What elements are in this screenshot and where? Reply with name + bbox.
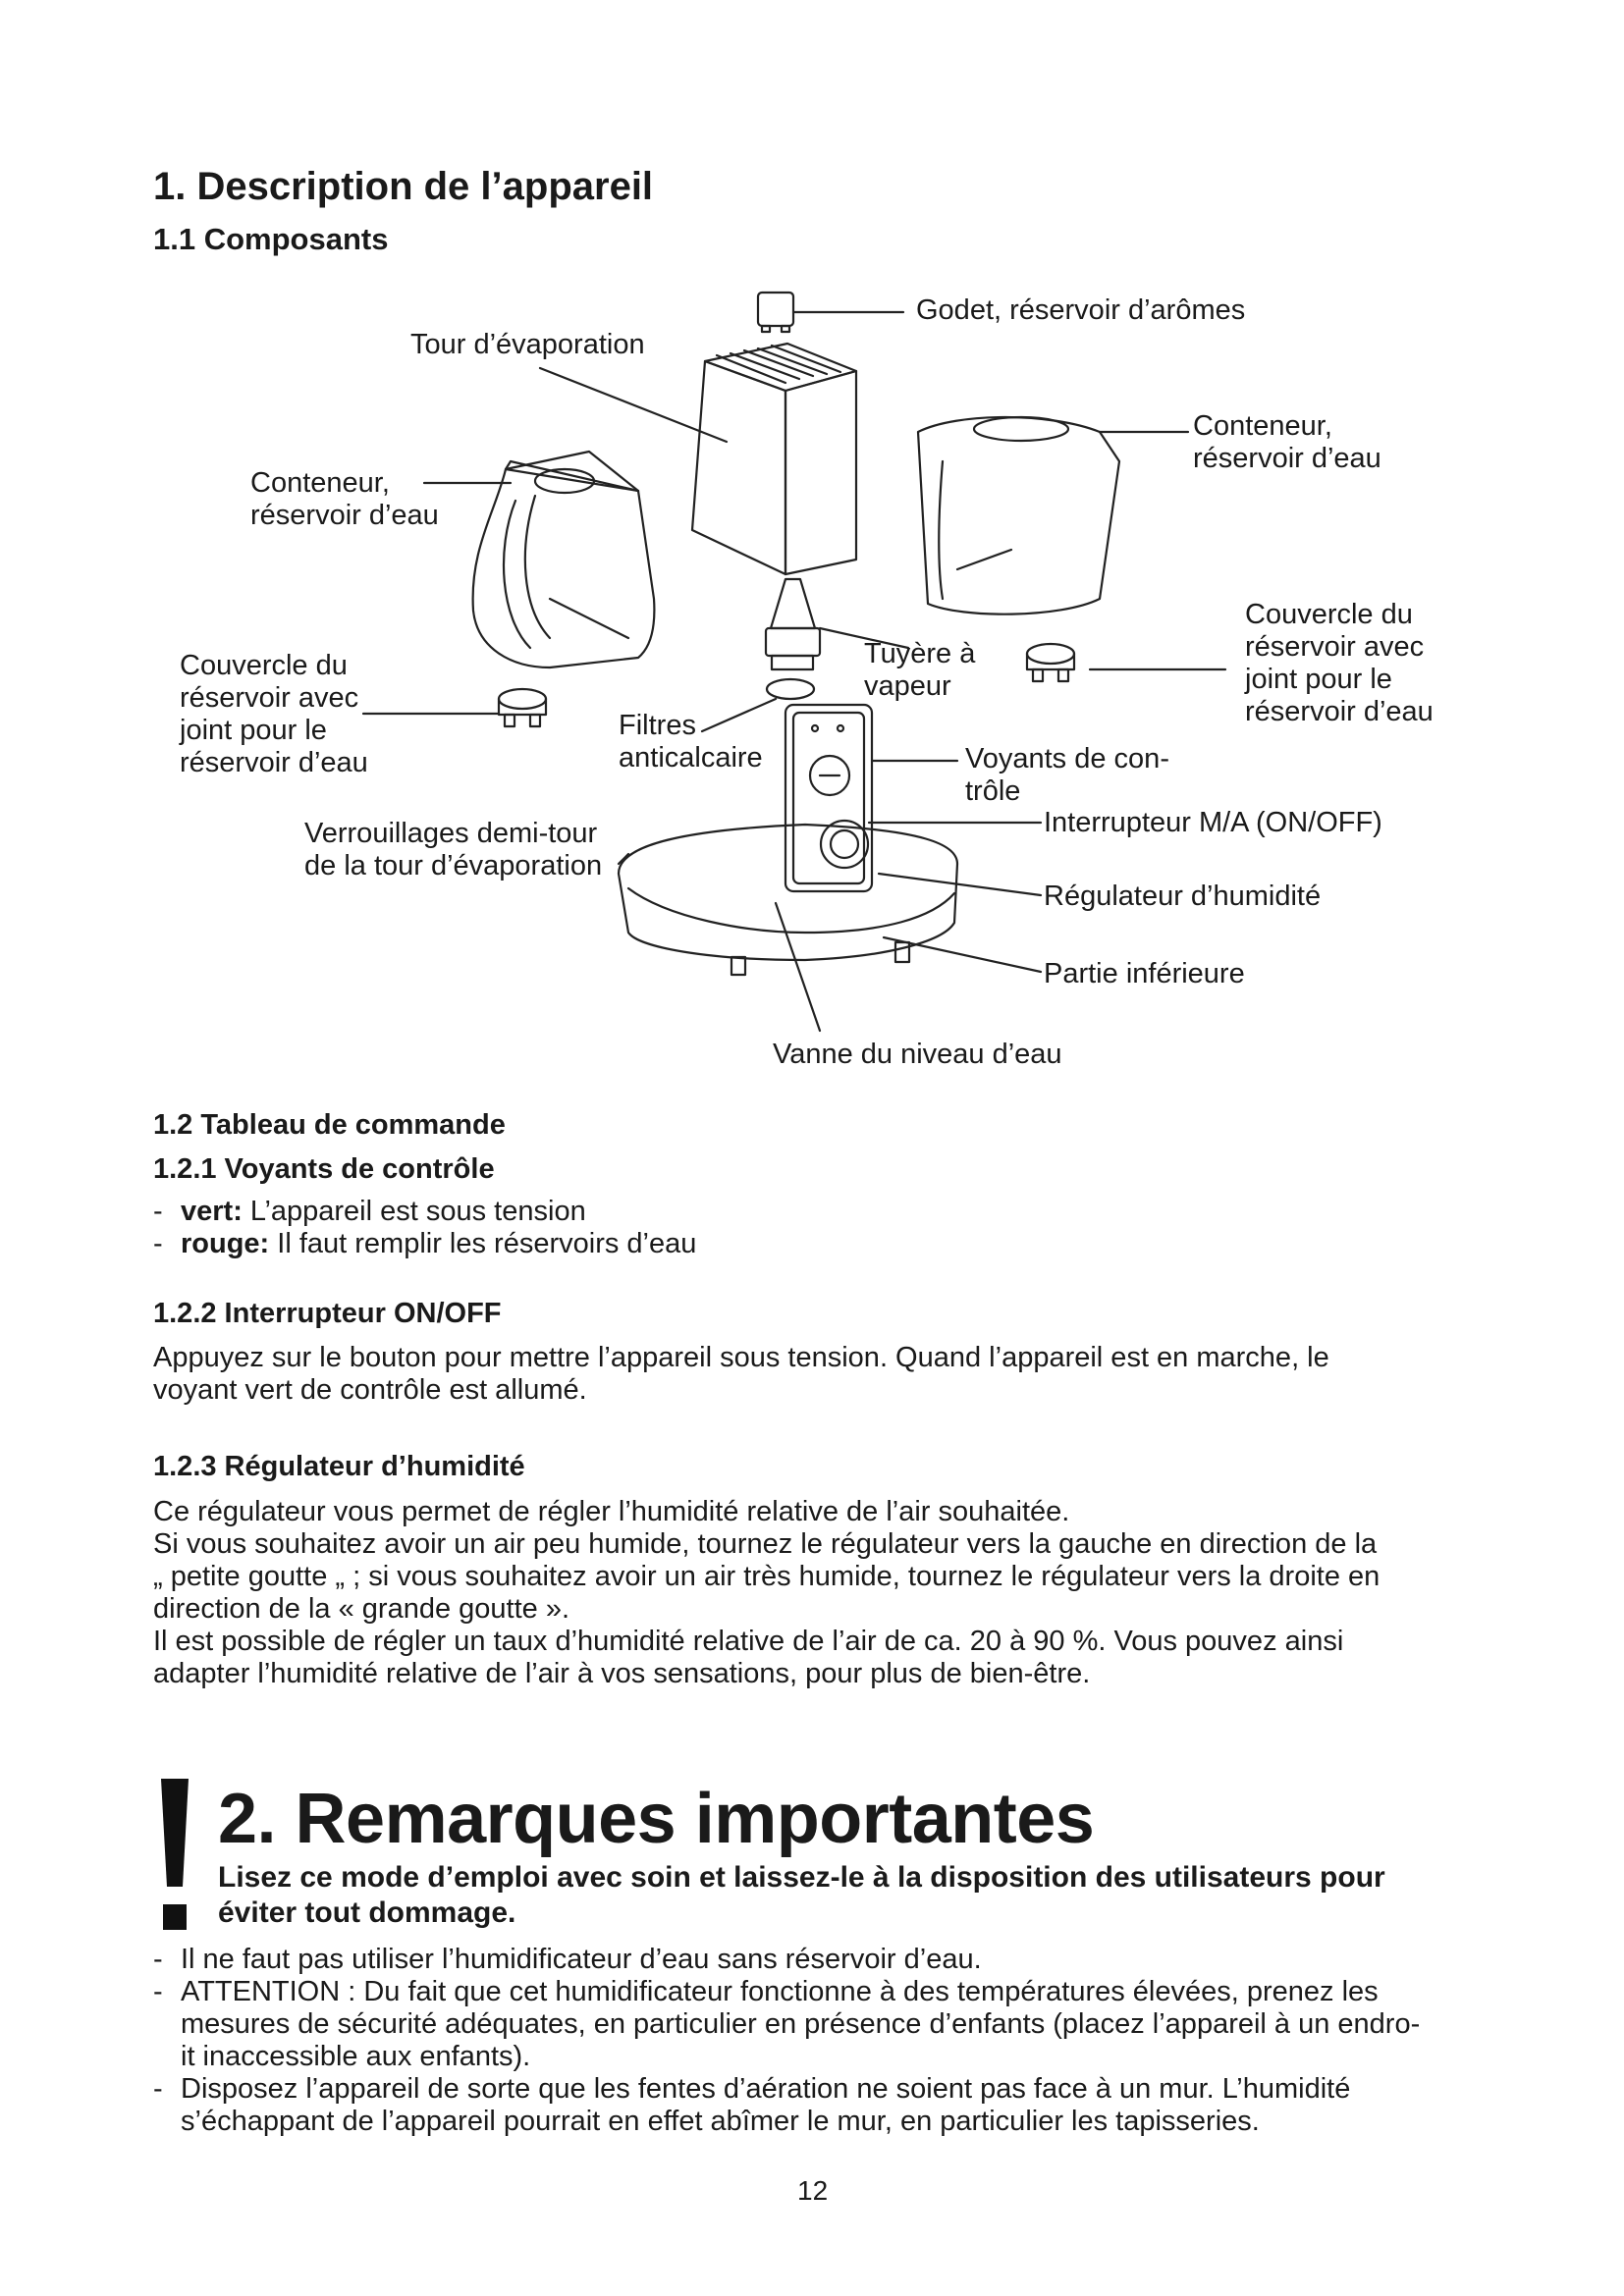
voyant-text: Il faut remplir les réservoirs d’eau <box>269 1228 697 1259</box>
label-interrupteur: Interrupteur M/A (ON/OFF) <box>1044 807 1382 838</box>
voyant-text: L’appareil est sous tension <box>242 1196 586 1227</box>
list-item <box>153 2073 1528 2138</box>
list-line: - Il ne faut pas utiliser l’humidificateur d’eau sans réservoir d’eau. <box>181 1944 982 1975</box>
label-couvercle-left <box>180 650 368 779</box>
label-line: de la tour d’évaporation <box>304 850 603 881</box>
section-1-2-1-title: 1.2.1 Voyants de contrôle <box>153 1153 495 1185</box>
label-line: réservoir d’eau <box>1193 443 1381 474</box>
label-tour-evaporation: Tour d’évaporation <box>410 329 645 360</box>
page-number: 12 <box>797 2175 829 2206</box>
list-item <box>153 1976 1528 2073</box>
list-line: mesures de sécurité adéquates, en particulier en présence d’enfants (placez l’appareil à un endro- <box>181 2008 1421 2040</box>
label-line: Filtres <box>619 710 696 741</box>
label-line: joint pour le <box>1245 664 1392 695</box>
warning-text <box>218 1860 1524 1931</box>
evaporation-tower-icon <box>540 344 856 574</box>
label-line: anticalcaire <box>619 742 763 774</box>
label-line: réservoir avec <box>1245 631 1425 663</box>
interrupteur-paragraph <box>153 1342 1508 1407</box>
list-item <box>153 1944 1528 1976</box>
label-line: Voyants de con- <box>965 743 1169 774</box>
label-line: Conteneur, <box>1193 410 1332 442</box>
paragraph-line: „ petite goutte „ ; si vous souhaitez avoir un air très humide, tournez le régulateur vers la droite en <box>153 1561 1380 1592</box>
regulateur-paragraph <box>153 1496 1528 1690</box>
warning-line: Lisez ce mode d’emploi avec soin et laissez-le à la disposition des utilisateurs pour <box>218 1861 1385 1894</box>
paragraph-line: Si vous souhaitez avoir un air peu humide, tournez le régulateur vers la gauche en direction de la <box>153 1528 1378 1560</box>
list-line: s’échappant de l’appareil pourrait en effet abîmer le mur, en particulier les tapisseries. <box>181 2106 1260 2137</box>
voyant-key: vert: <box>181 1196 243 1227</box>
label-conteneur-right <box>1193 410 1381 475</box>
paragraph-line: voyant vert de contrôle est allumé. <box>153 1374 587 1406</box>
label-line: réservoir d’eau <box>250 500 439 531</box>
label-line: joint pour le <box>180 715 327 746</box>
label-line: Couvercle du <box>180 650 348 681</box>
right-water-tank-icon <box>918 417 1188 614</box>
list-item <box>153 1228 1479 1260</box>
label-tuyere <box>864 638 975 703</box>
section-1-2-3-title: 1.2.3 Régulateur d’humidité <box>153 1451 525 1482</box>
label-line: Tuyère à <box>864 638 976 669</box>
paragraph-line: adapter l’humidité relative de l’air à vos sensations, pour plus de bien-être. <box>153 1658 1091 1689</box>
label-partie-inferieure: Partie inférieure <box>1044 958 1245 989</box>
label-voyants <box>965 743 1169 808</box>
warning-exclamation-icon <box>157 1779 192 1936</box>
warning-line: éviter tout dommage. <box>218 1896 516 1929</box>
label-couvercle-right <box>1245 599 1434 728</box>
paragraph-line: direction de la « grande goutte ». <box>153 1593 570 1625</box>
list-line: - ATTENTION : Du fait que cet humidificateur fonctionne à des températures élevées, prenez les <box>181 1976 1379 2007</box>
label-line: Conteneur, <box>250 467 390 499</box>
label-verrouillages <box>304 818 602 882</box>
label-line: Verrouillages demi-tour <box>304 818 598 849</box>
right-tank-lid-icon <box>1027 644 1225 681</box>
aroma-cup-icon <box>758 293 903 332</box>
section-1-1-title: 1.1 Composants <box>153 222 389 256</box>
label-line: trôle <box>965 775 1021 807</box>
label-line: réservoir avec <box>180 682 359 714</box>
section-1-2-title: 1.2 Tableau de commande <box>153 1109 506 1141</box>
list-line: - Disposez l’appareil de sorte que les fentes d’aération ne soient pas face à un mur. L’humidité <box>181 2073 1351 2105</box>
paragraph-line: Ce régulateur vous permet de régler l’humidité relative de l’air souhaitée. <box>153 1496 1070 1527</box>
label-vanne: Vanne du niveau d’eau <box>773 1039 1062 1070</box>
label-line: réservoir d’eau <box>1245 696 1434 727</box>
paragraph-line: Appuyez sur le bouton pour mettre l’appareil sous tension. Quand l’appareil est en marche, le <box>153 1342 1329 1373</box>
label-line: vapeur <box>864 670 951 702</box>
label-line: réservoir d’eau <box>180 747 368 778</box>
label-line: Couvercle du <box>1245 599 1413 630</box>
list-line: it inaccessible aux enfants). <box>181 2041 531 2072</box>
list-item <box>153 1196 1479 1228</box>
left-water-tank-icon <box>424 452 654 667</box>
left-tank-lid-icon <box>363 689 546 726</box>
label-regulateur: Régulateur d’humidité <box>1044 881 1322 912</box>
paragraph-line: Il est possible de régler un taux d’humidité relative de l’air de ca. 20 à 90 %. Vous pouvez ainsi <box>153 1626 1344 1657</box>
label-conteneur-left <box>250 467 439 532</box>
section-1-title: 1. Description de l’appareil <box>153 165 654 208</box>
label-godet: Godet, réservoir d’arômes <box>916 294 1246 326</box>
section-1-2-2-title: 1.2.2 Interrupteur ON/OFF <box>153 1298 502 1329</box>
section-2-title: 2. Remarques importantes <box>218 1780 1095 1858</box>
humidifier-diagram <box>0 0 1624 1080</box>
voyant-key: rouge: <box>181 1228 270 1259</box>
voyants-list <box>153 1196 1479 1260</box>
remarques-list <box>153 1944 1528 2138</box>
label-filtres <box>619 710 763 774</box>
